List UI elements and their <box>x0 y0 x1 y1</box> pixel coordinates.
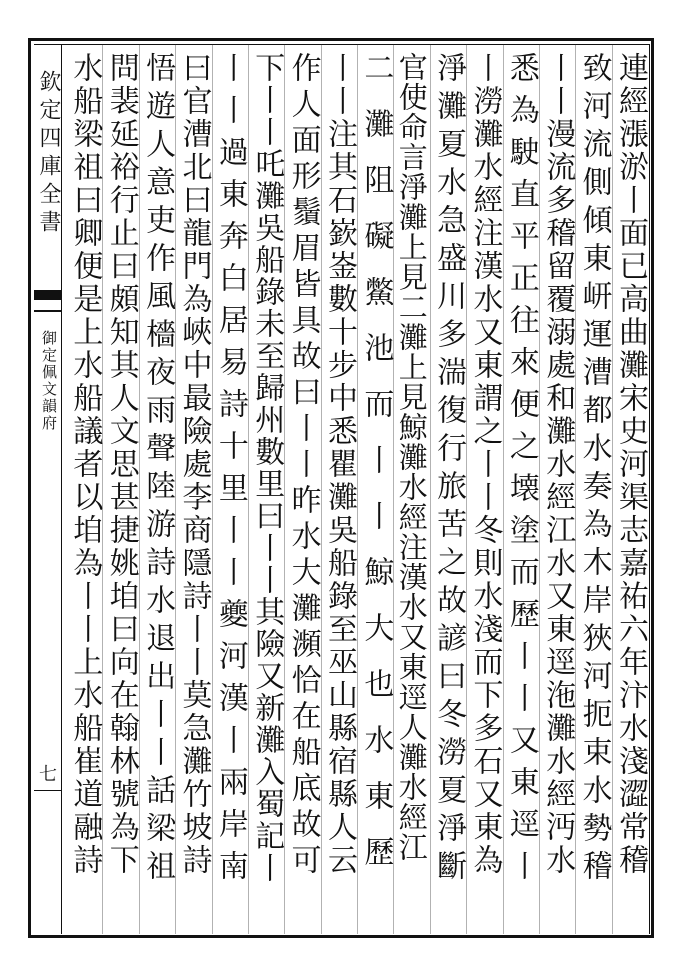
column-rule <box>539 44 540 934</box>
text-column-7: 官使命言淨灘上見二灘上見鯨灘水經注漢水又東逕人灘水經江 <box>394 52 429 862</box>
text-column-3: 丨丨漫流多稽留覆溺處和灘水經江水又東逕沲灘水經沔水 <box>540 52 576 877</box>
column-rule <box>393 44 394 934</box>
text-column-13: 曰官漕北曰龍門為峽中最險處李商隱詩丨丨莫急灘竹坡詩 <box>176 52 212 877</box>
text-column-1: 連經漲淤丨面已高曲灘宋史河渠志嘉祐六年汴水淺澀常稽 <box>613 52 648 877</box>
text-column-8: 二灘阻礙鱉池而丨丨鯨大也水東歷 <box>358 52 394 892</box>
column-rule <box>212 44 213 934</box>
column-rule <box>321 44 322 934</box>
column-rule <box>102 44 103 934</box>
column-rule <box>175 44 176 934</box>
text-column-14: 悟遊人意吏作風檣夜雨聲陸游詩水退出丨丨話梁祖 <box>140 52 176 888</box>
fish-tail-rule <box>34 310 62 312</box>
column-rule <box>357 44 358 934</box>
book-title: 欽定四庫全書 <box>36 70 61 238</box>
column-rule <box>248 44 249 934</box>
text-column-4: 悉為駛直平正往來便之壊塗而歷丨丨又東逕丨 <box>503 52 539 892</box>
text-column-16: 水船梁祖曰卿便是上水船議者以垍為丨丨上水船崔道融詩 <box>67 52 103 877</box>
column-rule <box>575 44 576 934</box>
page-number: 七 <box>39 764 57 785</box>
column-rule <box>612 44 613 934</box>
column-rule <box>466 44 467 934</box>
volume-title: 御定佩文韻府 <box>40 330 58 432</box>
text-column-6: 淨灘夏水急盛川多湍復行旅苦之故諺曰冬澇夏淨斷 <box>431 52 467 888</box>
text-column-5: 丨澇灘水經注漢水又東謂之丨丨冬則水淺而下多石又東為 <box>467 52 503 877</box>
column-rule <box>503 44 504 934</box>
fish-tail-mark <box>34 290 62 300</box>
text-column-2: 致河流側傾東岍運漕都水奏為木岸狹河扼束水勢稽 <box>576 52 612 888</box>
column-rule <box>139 44 140 934</box>
text-column-15: 問裴延裕行止曰頗知其人文思甚捷姚垍曰向在翰林號為下 <box>103 52 139 877</box>
text-column-12: 丨丨過東奔白居易詩十里丨丨夔河漢丨兩岸南 <box>212 52 248 892</box>
text-column-9: 丨丨注其石嶔崟數十步中悉瞿灘吳船錄至巫山縣宿縣人云 <box>322 52 357 877</box>
column-rule <box>284 44 285 934</box>
page-number-rule <box>34 790 62 791</box>
text-column-10: 作人面形鬚眉皆具故曰丨丨昨水大灘瀕恰在船底故可 <box>285 52 321 880</box>
column-rule <box>430 44 431 934</box>
text-column-11: 下丨丨吒灘吳船錄未至歸州數里曰丨丨其險又新灘入蜀記丨 <box>249 52 285 884</box>
